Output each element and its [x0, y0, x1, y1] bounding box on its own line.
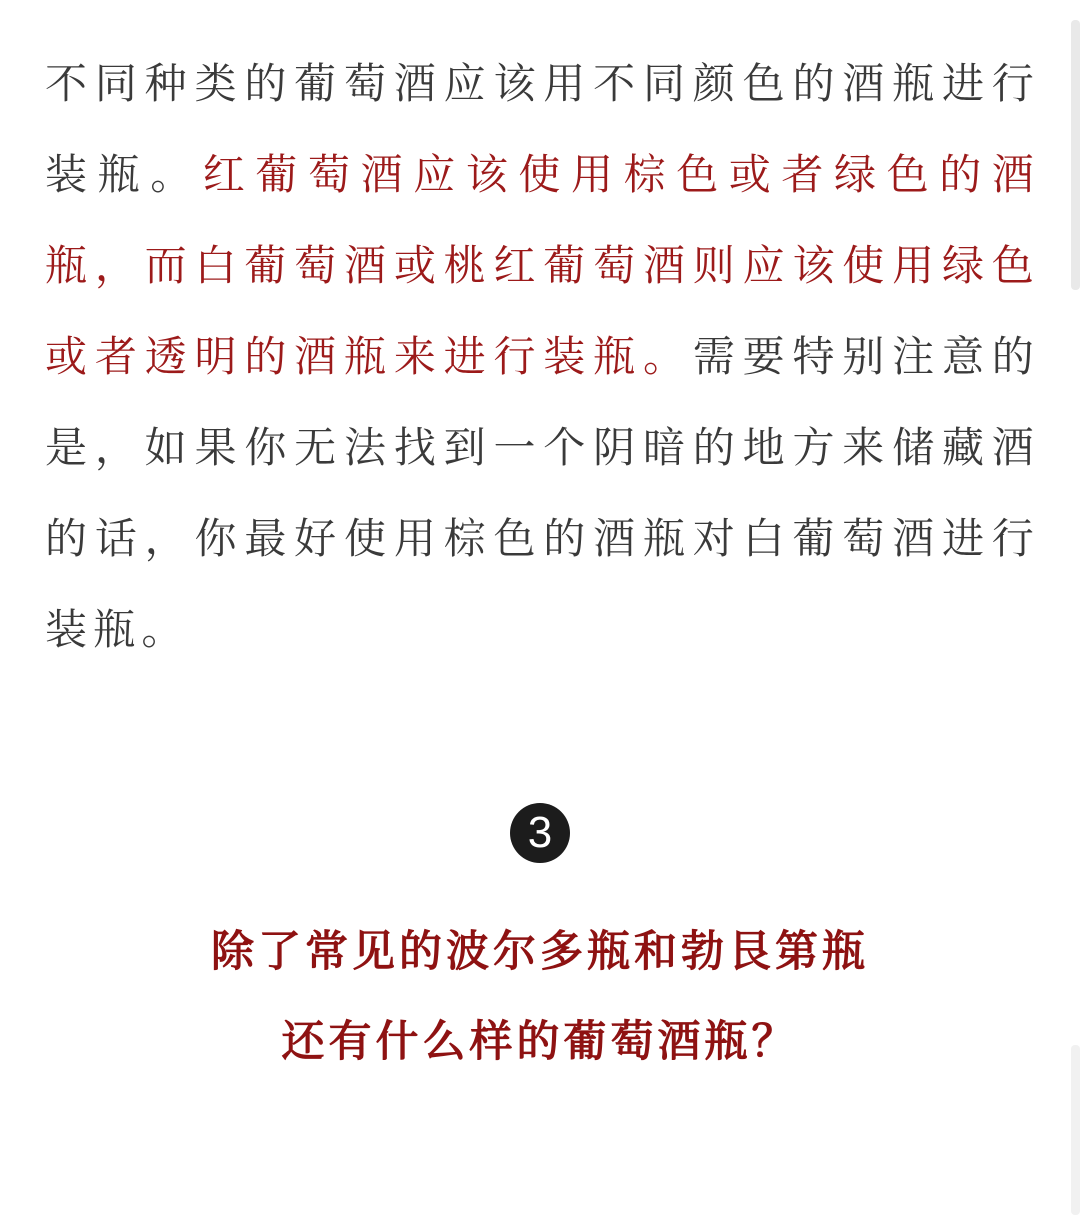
- paragraph-intro-text: 不同种类的葡萄酒应该用不同颜色的酒瓶进行装瓶。: [45, 59, 1040, 199]
- scrollbar-thumb[interactable]: [1071, 1045, 1080, 1215]
- article-paragraph: [45, 38, 1040, 675]
- paragraph-highlight-text: 红葡萄酒应该使用棕色或者绿色的酒瓶，而白葡萄酒或桃红葡萄酒则应该使用绿色或者透明的酒瓶来进行装瓶。: [45, 150, 1041, 381]
- section-number-badge: 3: [510, 803, 570, 863]
- section-heading-line-1: 除了常见的波尔多瓶和勃艮第瓶: [211, 927, 869, 977]
- section-heading-line-2: 还有什么样的葡萄酒瓶？: [281, 1017, 799, 1067]
- paragraph-note-text: 需要特别注意的是，如果你无法找到一个阴暗的地方来储藏酒的话，你最好使用棕色的酒瓶对白葡萄酒进行装瓶。: [45, 332, 1040, 654]
- scrollbar-track[interactable]: [1071, 20, 1080, 290]
